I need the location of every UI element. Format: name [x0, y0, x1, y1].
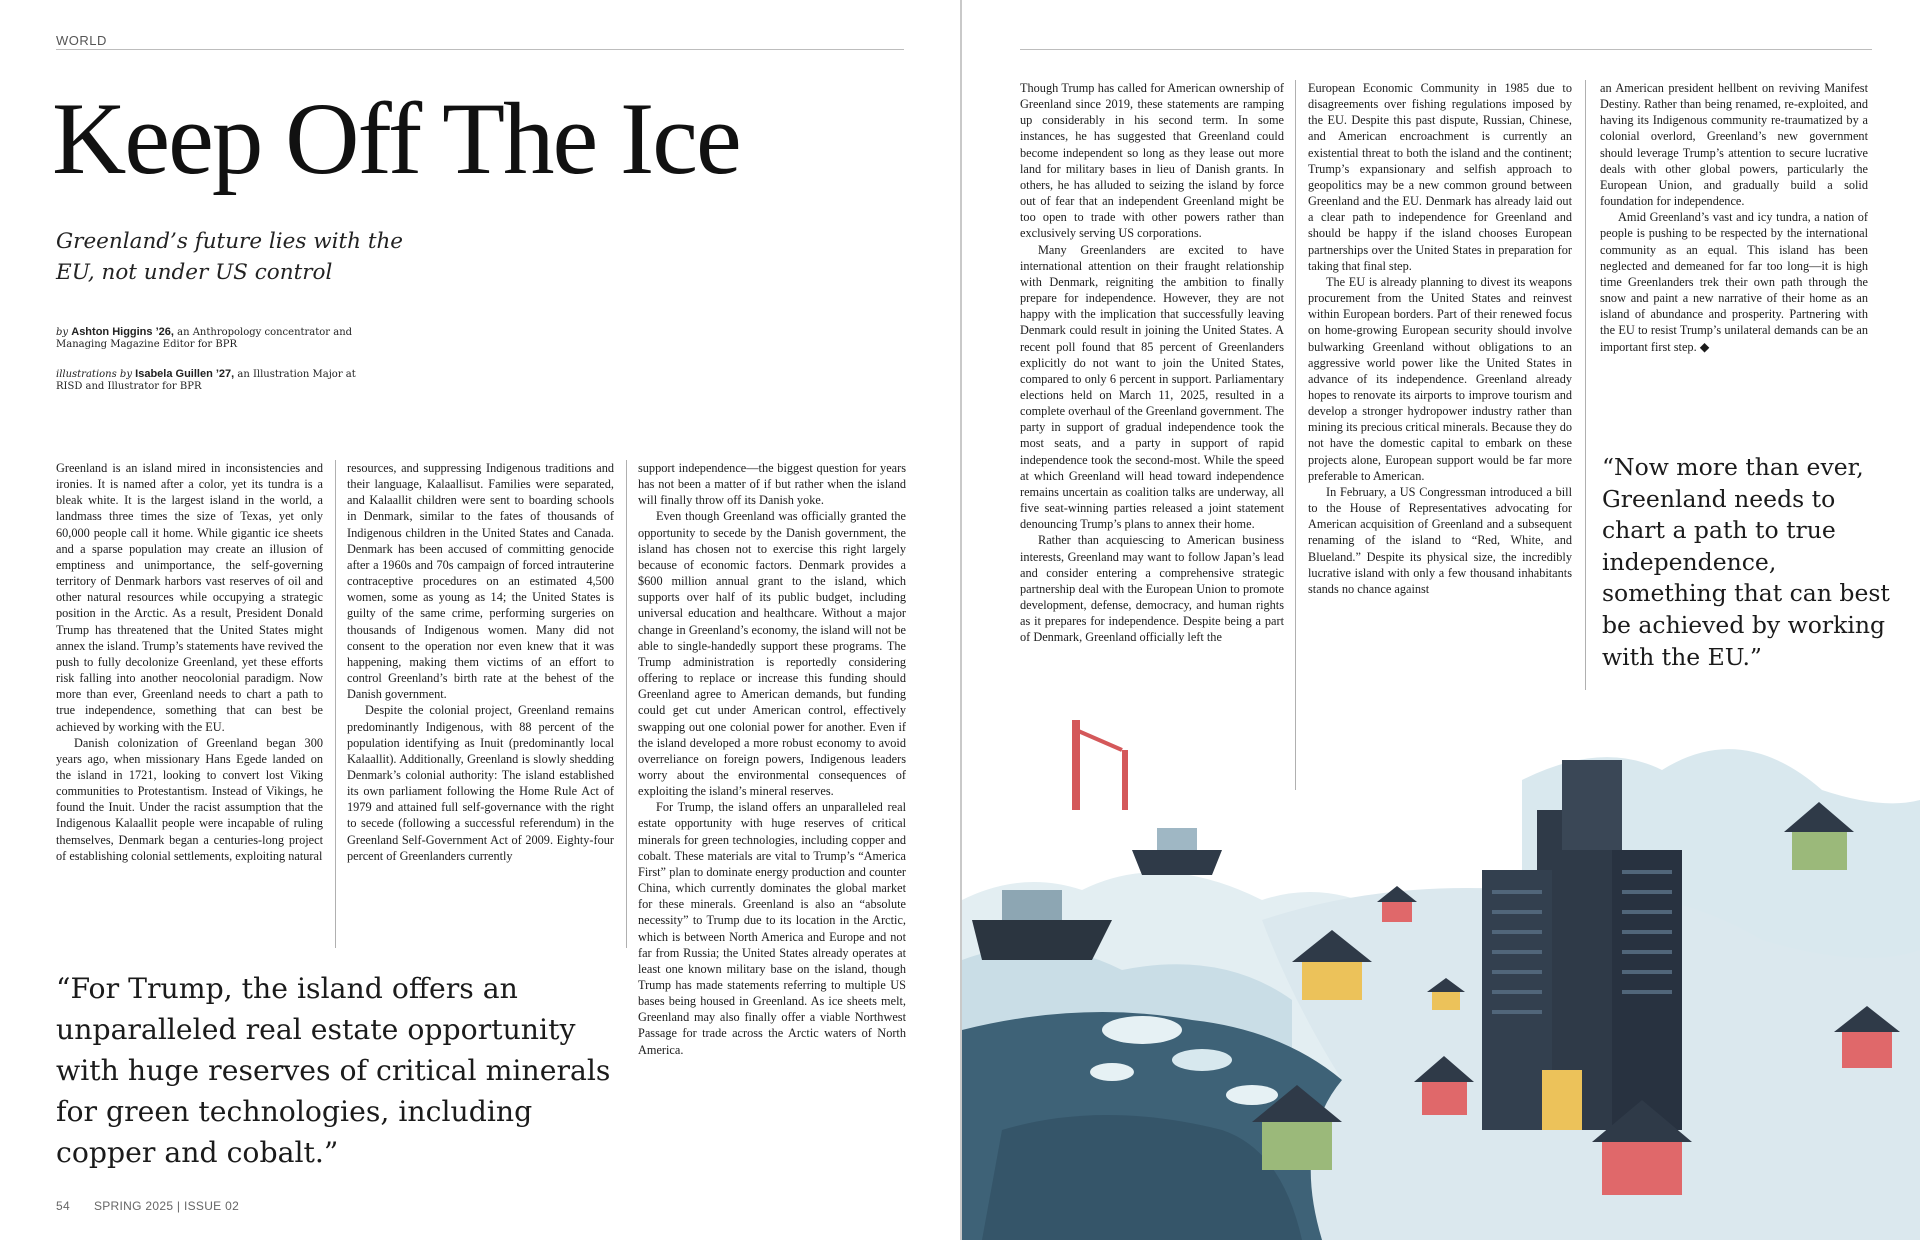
illustrator-byline: [56, 368, 356, 393]
pull-quote: “Now more than ever, Greenland needs to chart a path to true independence, something that can best be achieved by working with the EU.”: [1602, 453, 1890, 671]
tower: [1562, 760, 1622, 850]
folio: [56, 1199, 263, 1213]
paragraph: resources, and suppressing Indigenous traditions and their language, Kalaallisut. Families were separated, and Kalaallit children were sent to boarding schools in Denmark, similar to the fates of thousands of Indigenous children in the United States and Canada. Denmark has been accused of committing genocide after a 1960s and 70s campaign of forced intrauterine contraceptive procedures on an estimated 4,500 women, some as young as 14; the United States is guilty of the same crime, performing surgeries on thousands of Indigenous women. Many did not consent to the operation nor even knew that it was happening, making them victims of an effort to control Greenland’s birth rate at the behest of the Danish government.: [347, 461, 614, 702]
illustrator-prefix: illustrations by: [56, 369, 132, 380]
ice-floe: [1226, 1085, 1278, 1105]
illustrator-description: an Illustration Major at RISD and Illustrator for BPR: [56, 369, 356, 392]
greenland-harbor-illustration: [962, 700, 1920, 1240]
paragraph: an American president hellbent on reviving Manifest Destiny. Rather than being renamed, re-exploited, and having its Indigenous community re-traumatized by a colonial overlord, Greenland’s new government should leverage Trump’s attention to secure lucrative deals with other global powers, particularly the European Union, and gradually build a solid foundation for independence.: [1600, 81, 1868, 209]
paragraph: Many Greenlanders are excited to have international attention on their fraught relationship with Denmark, reigniting the ambition to finally prepare for independence. However, they are not happy with the implication that successfully leaving Denmark could result in joining the United States. A recent poll found that 85 percent of Greenlanders explicitly do not want to join the United States, compared to only 6 percent in support. Parliamentary elections held on March 11, 2025, resulted in a complete overhaul of the Greenland government. The party in support of gradual independence took the most seats, and a party in support of rapid independence took the second-most. While the speed at which Greenland will head toward independence remains uncertain as coalition talks are underway, all five seat-winning parties released a joint statement denouncing Trump’s plans to annex their home.: [1020, 242, 1284, 532]
author-prefix: by: [56, 327, 69, 338]
paragraph: Greenland is an island mired in inconsistencies and ironies. It is named after a color, yet its tundra is a bleak white. It is the largest island in the world, a landmass three times the size of Texas, yet only 60,000 people call it home. While gigantic ice sheets and a sparse population may create an illusion of emptiness and unimportance, the self-governing territory of Denmark harbors vast reserves of oil and other natural resources while occupying a strategic position in the Arctic. As a result, President Donald Trump has threatened that the United States might annex the island. Trump’s statements have revived the push to fully decolonize Greenland, yet these efforts risk falling into another neocolonial paradigm. Now more than ever, Greenland needs to chart a path to true independence, something that can best be achieved by working with the EU.: [56, 461, 323, 734]
section-label: WORLD: [56, 33, 107, 48]
right-column-3: [1600, 80, 1868, 355]
header-rule: [1020, 49, 1872, 50]
paragraph: Danish colonization of Greenland began 300 years ago, when missionary Hans Egede landed on the island in 1721, looking to convert lost Viking communities to Protestantism. Instead of Vikings, he found the Inuit. Under the racist assumption that the Indigenous Kalaallit people were incapable of ruling themselves, Denmark began a centuries-long project of establishing colonial settlements, exploiting natural: [56, 735, 323, 863]
ship: [1132, 850, 1222, 875]
ship-cabin: [1002, 890, 1062, 920]
crane: [1122, 750, 1128, 810]
paragraph: In February, a US Congressman introduced a bill to the House of Representatives advocating for American acquisition of Greenland and a subsequent renaming of the island to “Red, White, and Blueland.” Despite its physical size, the incredibly lucrative island with only a few thousand inhabitants stands no chance against: [1308, 484, 1572, 596]
pull-quote: “For Trump, the island offers an unparalleled real estate opportunity with huge reserves of critical minerals for green technologies, including copper and cobalt.”: [56, 972, 611, 1169]
paragraph: Rather than acquiescing to American business interests, Greenland may want to follow Japan’s lead and consider entering a comprehensive strategic partnership deal with the European Union to promote development, defense, democracy, and human rights as it prepares for independence. Despite being a part of Denmark, Greenland officially left the: [1020, 533, 1284, 645]
paragraph: Even though Greenland was officially granted the opportunity to secede by the Danish government, the island has chosen not to exercise this right largely because of economic factors. Denmark provides a $600 million annual grant to the island, which supports over half of its public budget, including universal education and healthcare. Without a major change in Greenland’s economy, the island will not be able to single-handedly support these programs. The Trump administration is reportedly considering offering to replace or increase this funding should Greenland agree to American demands, but funding could get cut under American control, effectively swapping out one colonial power for another. Even if the island developed a more robust economy to avoid overreliance on foreign powers, Indigenous leaders worry about the environmental consequences of exploiting the island’s mineral reserves.: [638, 509, 906, 799]
ice-floe: [1172, 1049, 1232, 1071]
paragraph: support independence—the biggest question for years has not been a matter of if but rather when the island will finally throw off its Danish yoke.: [638, 461, 906, 508]
left-column-1: [56, 460, 323, 864]
issue-label: SPRING 2025 | ISSUE 02: [93, 1199, 240, 1213]
crane: [1072, 720, 1080, 810]
paragraph: Amid Greenland’s vast and icy tundra, a nation of people is pushing to be respected by the international community as an equal. This island has been neglected and demeaned for far too long—it is high time Greenlanders trek their own path through the snow and paint a new narrative of their home as an island of abundance and prosperity. Partnering with the EU to resist Trump’s unilateral demands can be an important first step. ◆: [1600, 210, 1868, 354]
header-rule: [56, 49, 904, 50]
paragraph: European Economic Community in 1985 due to disagreements over fishing regulations imposed by the EU. Despite this past dispute, Russian, Chinese, and American encroachment is currently an existential threat to both the island and the continent; Trump’s expansionary and selfish approach to geopolitics may be a new common ground between Greenland and the EU. Denmark has already laid out a clear path to independence for Greenland and should be happy if the island chooses European partnerships over the United States in preparation for taking that final step.: [1308, 81, 1572, 273]
paragraph: The EU is already planning to divest its weapons procurement from the United States and reinvest within European borders. Part of their renewed focus on home-growing European security should involve bulwarking Greenland without obligations to an aggressive world power like the United States in advance of its independence. Greenland already hopes to renovate its airports to improve tourism and develop a stronger hydropower industry rather than mining its precious critical minerals. Because they do not have the domestic capital to embark on these projects alone, European support would be far more preferable to American.: [1308, 274, 1572, 483]
author-byline: [56, 326, 356, 351]
paragraph: For Trump, the island offers an unparalleled real estate opportunity with huge reserves of critical minerals for green technologies, including copper and cobalt. These materials are vital to Trump’s “America First” plan to dominate energy production and counter China, which currently dominates the global market for these minerals. Greenland is also an “absolute necessity” to Trump due to its location in the Arctic, which is between North America and Europe and not far from Russia; the United States already operates at least one known military base on the island, though Trump has made statements referring to multiple US bases being housed in Greenland. As ice sheets melt, Greenland may also finally offer a viable Northwest Passage for trade across the Arctic waters of North America.: [638, 800, 906, 1057]
paragraph: Despite the colonial project, Greenland remains predominantly Indigenous, with 88 percent of the population identifying as Inuit (predominantly local Kalaallit). Additionally, Greenland is slowly shedding Denmark’s colonial authority: The island established its own parliament following the Home Rule Act of 1979 and attained full self-governance with the right to secede (following a successful referendum) in the Greenland Self-Government Act of 2009. Eighty-four percent of Greenlanders currently: [347, 703, 614, 863]
crane-arm: [1076, 730, 1122, 750]
tower: [1482, 870, 1552, 1130]
ship-cabin: [1157, 828, 1197, 850]
ship: [972, 920, 1112, 960]
column-divider: [626, 460, 627, 948]
headline: Keep Off The Ice: [52, 82, 740, 196]
right-column-2: [1308, 80, 1572, 597]
ice-floe: [1090, 1063, 1134, 1081]
right-column-1: [1020, 80, 1284, 645]
left-column-2: [347, 460, 614, 864]
ice-floe: [1102, 1016, 1182, 1044]
column-divider: [335, 460, 336, 948]
author-description: an Anthropology concentrator and Managing Magazine Editor for BPR: [56, 327, 353, 350]
author-name: Ashton Higgins ’26,: [71, 326, 174, 338]
column-divider: [1295, 80, 1296, 790]
illustrator-name: Isabela Guillen ’27,: [135, 368, 235, 380]
tower-entrance: [1542, 1070, 1582, 1130]
column-divider: [1585, 80, 1586, 690]
page-number: 54: [56, 1199, 70, 1213]
left-column-3: [638, 460, 906, 1058]
subtitle: Greenland’s future lies with the EU, not under US control: [56, 229, 404, 285]
paragraph: Though Trump has called for American ownership of Greenland since 2019, these statements are ramping up considerably in his second term. In some instances, he has suggested that Greenland could become independent so long as they lease out more land for military bases in lieu of Danish grants. In others, he has alluded to seizing the island by force out of fear that an independent Greenland might be too open to trade with other powers rather than exclusively serving US corporations.: [1020, 81, 1284, 241]
right-page: [962, 0, 1920, 1240]
